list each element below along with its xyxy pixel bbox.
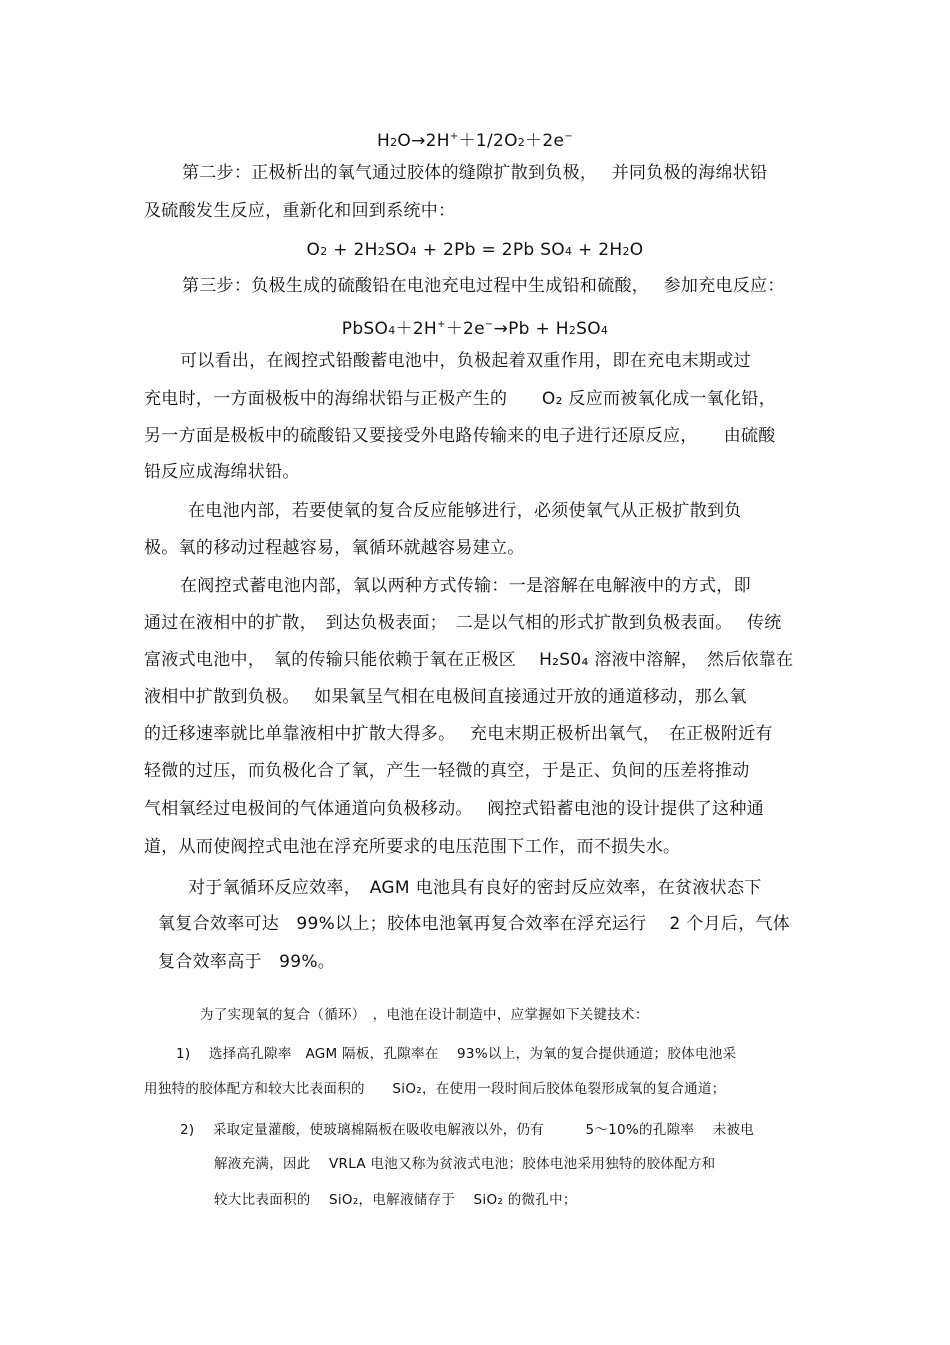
item1-line-2: 用独特的胶体配方和较大比表面积的 SiO₂，在使用一段时间后胶体龟裂形成氧的复合通道； [144,1081,726,1097]
para3-line-3: 富液式电池中， 氧的传输只能依赖于氧在正极区 H₂S0₄ 溶液中溶解， 然后依靠在 [144,650,794,670]
para1-line-1: 可以看出，在阀控式铅酸蓄电池中，负极起着双重作用，即在充电末期或过 [180,351,751,371]
equation-water-oxidation: H2O→2H+＋1/2O2＋2e− [377,131,573,151]
item2-line-3: 较大比表面积的 SiO₂，电解液储存于 SiO₂ 的微孔中； [214,1192,577,1208]
para3-line-2: 通过在液相中的扩散， 到达负极表面； 二是以气相的形式扩散到负极表面。 传统 [144,613,782,633]
item2-line-2: 解液充满，因此 VRLA 电池又称为贫液式电池；胶体电池采用独特的胶体配方和 [214,1156,716,1172]
key-tech-intro: 为了实现氧的复合（循环） ，电池在设计制造中，应掌握如下关键技术： [200,1007,649,1023]
para3-line-7: 气相氧经过电极间的气体通道向负极移动。 阀控式铅蓄电池的设计提供了这种通 [144,799,765,819]
para3-line-8: 道，从而使阀控式电池在浮充所要求的电压范围下工作，而不损失水。 [144,837,681,857]
para3-line-4: 液相中扩散到负极。 如果氧呈气相在电极间直接通过开放的通道移动，那么氧 [144,687,747,707]
para3-line-5: 的迁移速率就比单靠液相中扩散大得多。 充电末期正极析出氧气， 在正极附近有 [144,724,773,744]
step3-line: 第三步：负极生成的硫酸铅在电池充电过程中生成铅和硫酸， 参加充电反应： [182,276,785,296]
para3-line-1: 在阀控式蓄电池内部，氧以两种方式传输：一是溶解在电解液中的方式，即 [180,576,751,596]
para2-line-2: 极。氧的移动过程越容易，氧循环就越容易建立。 [144,538,525,558]
para1-line-2: 充电时，一方面极板中的海绵状铅与正极产生的 O₂ 反应而被氧化成一氧化铅， [144,389,776,409]
para1-line-3: 另一方面是极板中的硫酸铅又要接受外电路传输来的电子进行还原反应， 由硫酸 [144,426,776,446]
para3-line-6: 轻微的过压，而负极化合了氧，产生一轻微的真空，于是正、负间的压差将推动 [144,761,750,781]
para4-line-1: 对于氧循环反应效率， AGM 电池具有良好的密封反应效率，在贫液状态下 [188,878,762,898]
para4-line-3: 复合效率高于 99%。 [158,952,336,972]
item1-line-1: 1) 选择高孔隙率 AGM 隔板，孔隙率在 93%以上，为氧的复合提供通道；胶体电池采 [176,1046,737,1062]
para4-line-2: 氧复合效率可达 99%以上；胶体电池氧再复合效率在浮充运行 2 个月后，气体 [158,914,791,934]
item2-line-1: 2) 采取定量灌酸，使玻璃棉隔板在吸收电解液以外，仍有 5～10%的孔隙率 未被电 [180,1122,755,1138]
equation-oxygen-recombination: O2 + 2H2SO4 + 2Pb = 2Pb SO4 + 2H2O [306,240,644,260]
step2-line-2: 及硫酸发生反应，重新化和回到系统中： [144,201,456,221]
step2-line-1: 第二步：正极析出的氧气通过胶体的缝隙扩散到负极， 并同负极的海绵状铅 [182,163,768,183]
para1-line-4: 铅反应成海绵状铅。 [144,462,300,482]
para2-line-1: 在电池内部，若要使氧的复合反应能够进行，必须使氧气从正极扩散到负 [188,501,742,521]
equation-charge-reaction: PbSO4＋2H+＋2e−→Pb + H2SO4 [341,319,609,339]
